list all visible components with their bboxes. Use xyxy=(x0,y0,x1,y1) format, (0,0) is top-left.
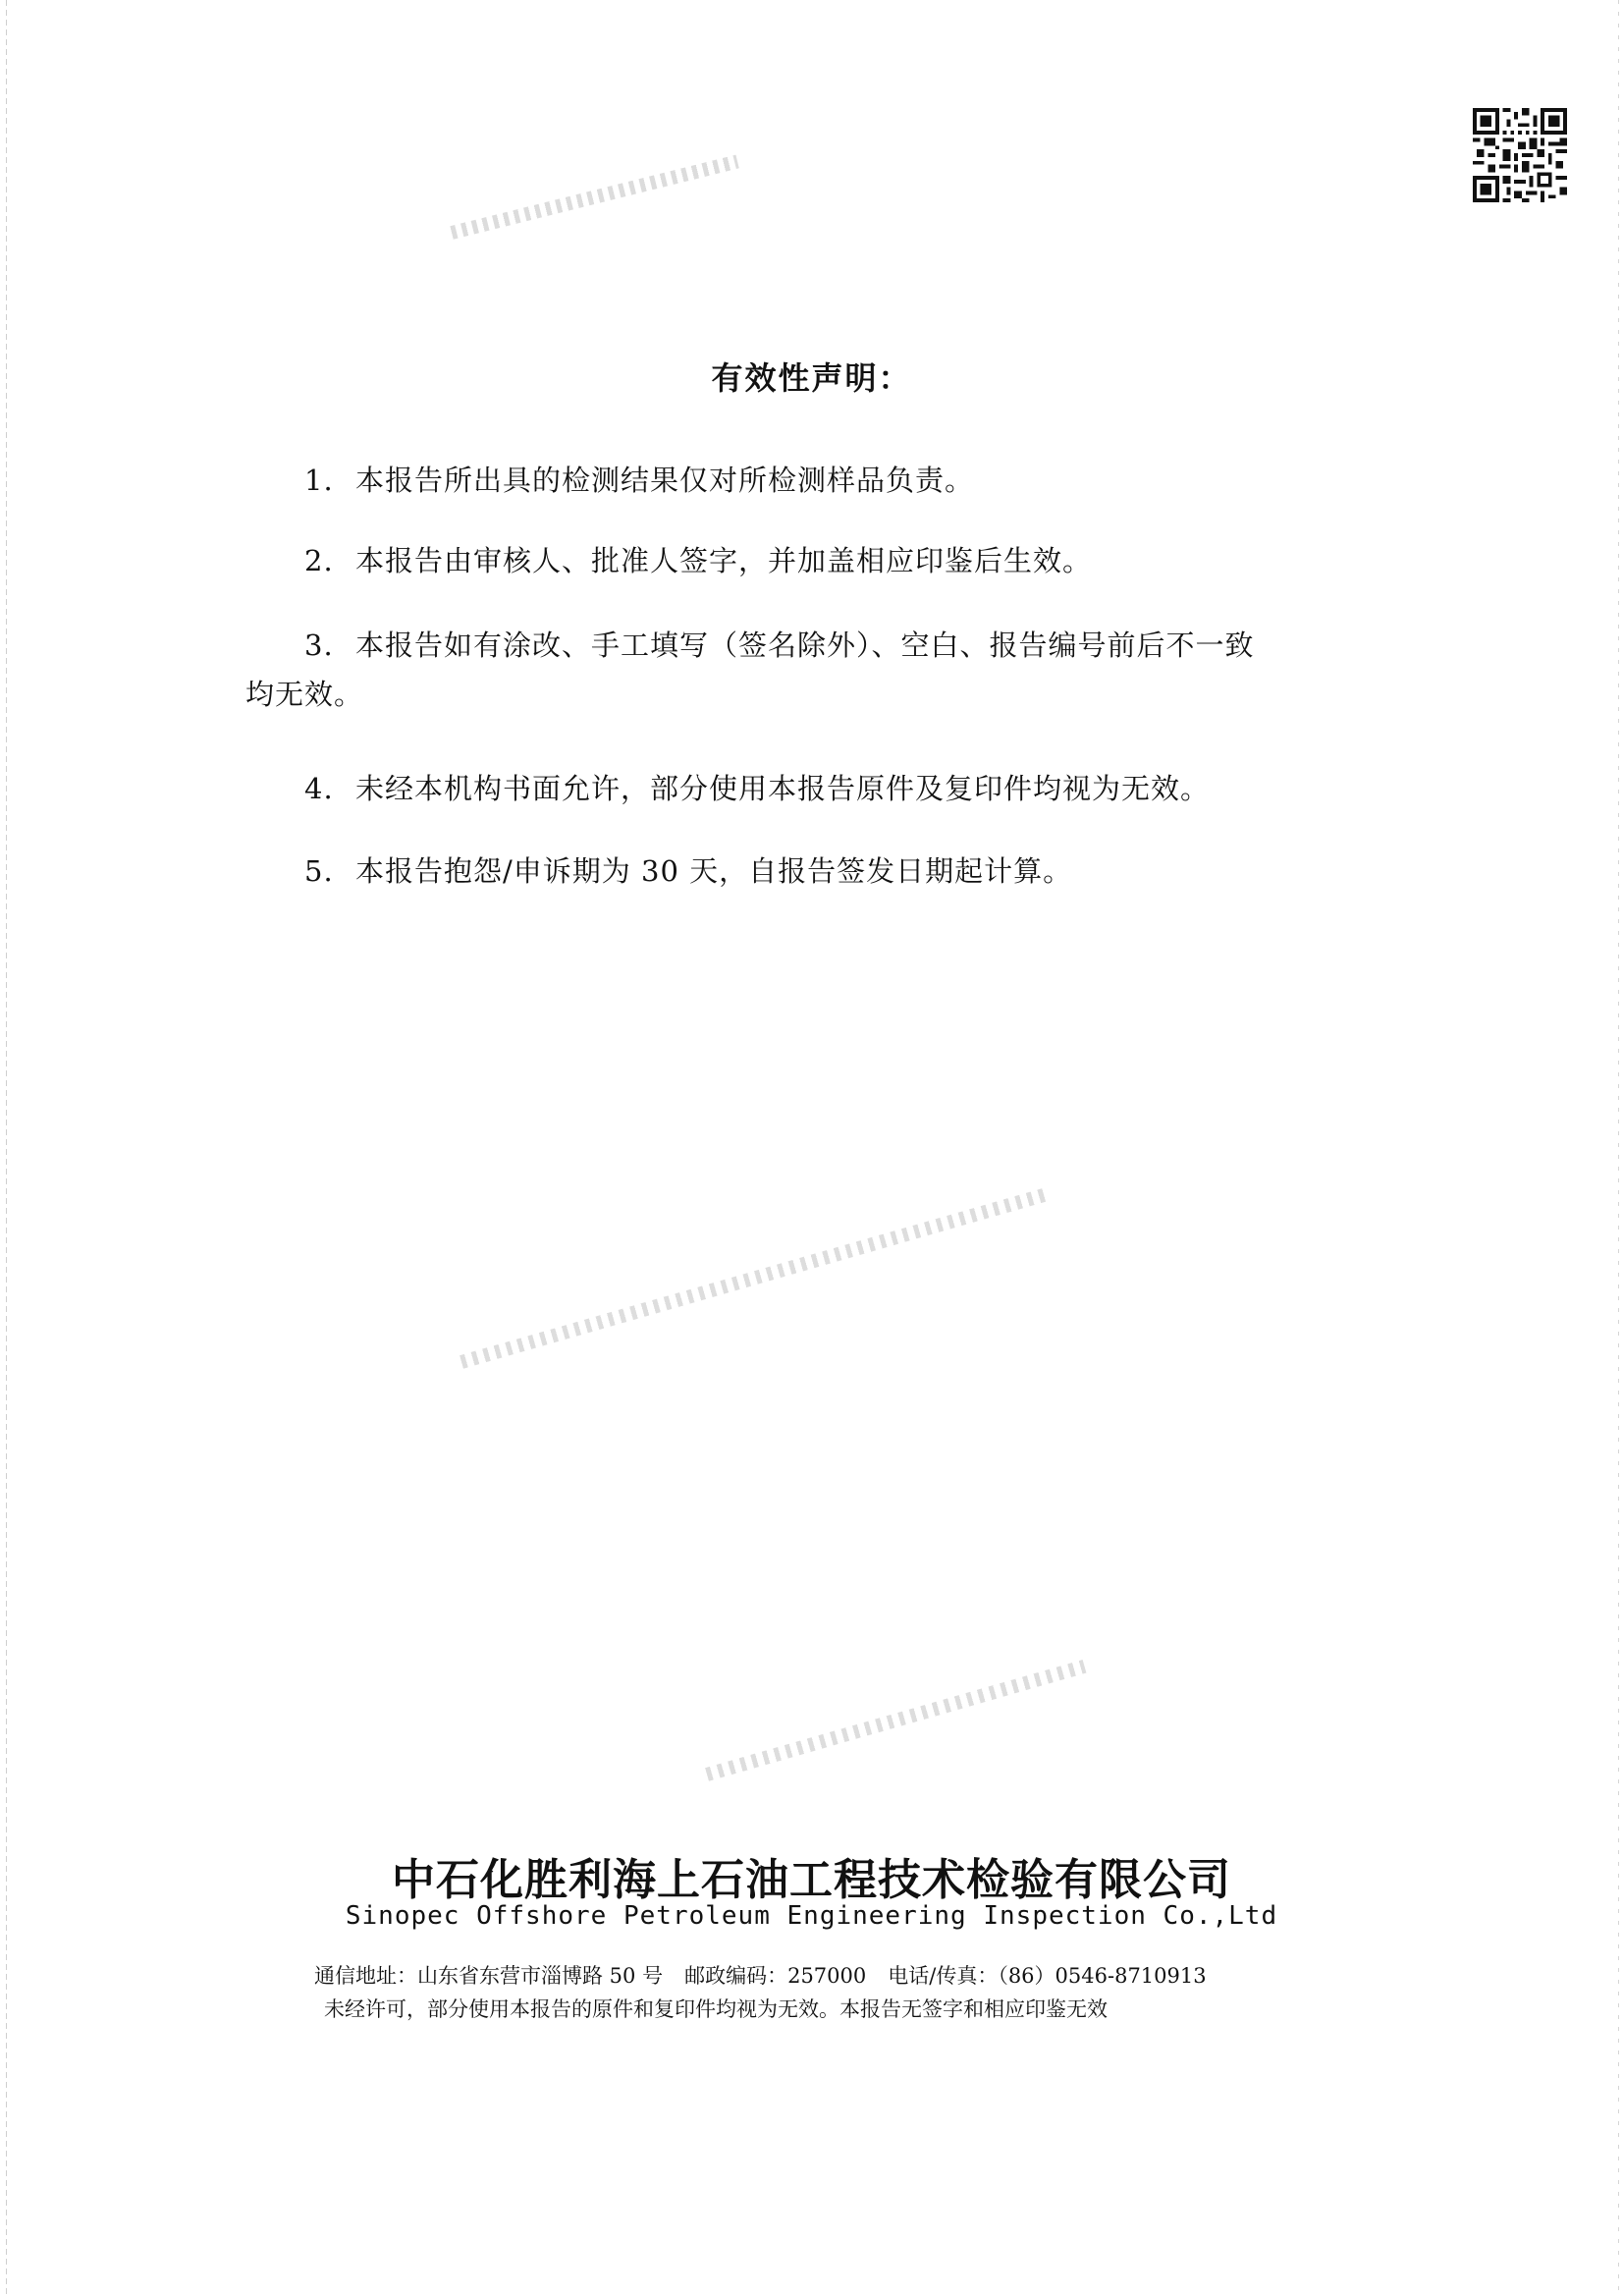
company-name-en: Sinopec Offshore Petroleum Engineering Inspection Co.,Ltd xyxy=(345,1901,1278,1931)
company-name-cn: 中石化胜利海上石油工程技术检验有限公司 xyxy=(392,1855,1231,1905)
watermark-pattern xyxy=(460,1187,1049,1368)
clause-5 xyxy=(304,847,1384,896)
clause-1 xyxy=(304,456,1384,505)
clause-number: 4. xyxy=(304,772,334,805)
watermark-pattern xyxy=(450,155,738,240)
clause-text: 未经本机构书面允许，部分使用本报告原件及复印件均视为无效。 xyxy=(355,772,1211,805)
qr-code-icon xyxy=(1473,108,1567,202)
usage-notice: 未经许可，部分使用本报告的原件和复印件均视为无效。本报告无签字和相应印鉴无效 xyxy=(324,1997,1108,2021)
clause-text: 本报告所出具的检测结果仅对所检测样品负责。 xyxy=(355,464,975,497)
clause-continuation: 均无效。 xyxy=(245,678,364,711)
clause-3 xyxy=(245,621,1384,719)
clause-number: 5. xyxy=(304,854,334,888)
clause-text: 本报告抱怨/申诉期为 30 天，自报告签发日期起计算。 xyxy=(355,854,1073,888)
watermark-pattern xyxy=(705,1660,1086,1781)
scan-edge-left xyxy=(6,0,7,2296)
declaration-title: 有效性声明： xyxy=(711,359,912,397)
address-text: 通信地址：山东省东营市淄博路 50 号 xyxy=(314,1964,664,1988)
clause-number: 2. xyxy=(304,544,334,577)
postcode-text: 邮政编码：257000 xyxy=(684,1964,867,1988)
clause-2 xyxy=(304,536,1384,585)
phone-text: 电话/传真：（86）0546-8710913 xyxy=(888,1964,1207,1988)
contact-line xyxy=(314,1960,1355,1990)
clause-number: 3. xyxy=(304,629,334,662)
clause-4 xyxy=(304,764,1384,813)
clause-text: 本报告如有涂改、手工填写（签名除外）、空白、报告编号前后不一致 xyxy=(355,629,1255,662)
clause-text: 本报告由审核人、批准人签字，并加盖相应印鉴后生效。 xyxy=(355,544,1093,577)
clause-number: 1. xyxy=(304,464,334,497)
scan-edge-right xyxy=(1618,0,1619,2296)
